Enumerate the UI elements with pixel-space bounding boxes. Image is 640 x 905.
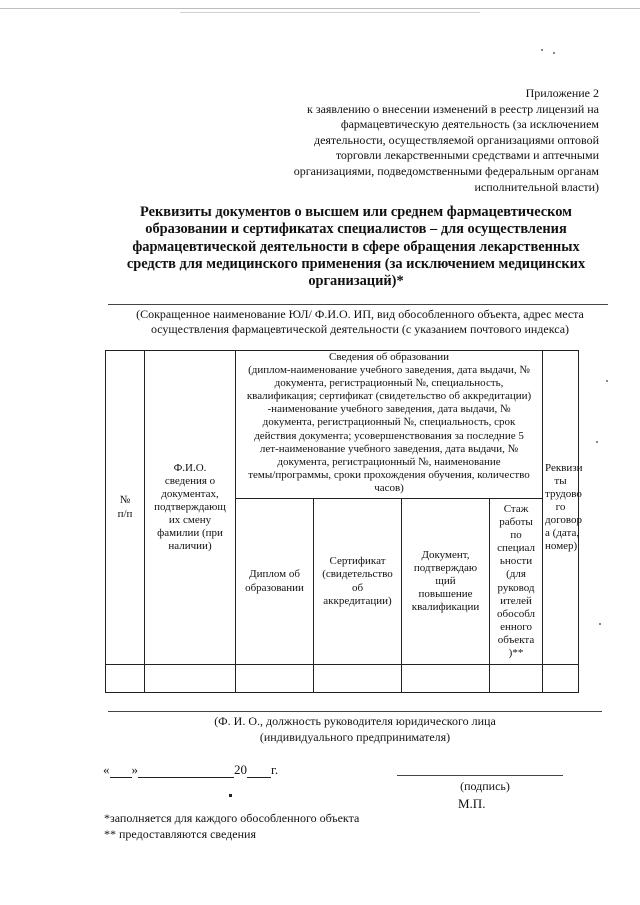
scan-dot	[229, 794, 232, 797]
header-diploma-line: образовании	[245, 581, 304, 594]
table-cell[interactable]	[490, 665, 543, 693]
scan-speck	[553, 52, 555, 54]
header-diploma	[236, 499, 314, 665]
date-quote-open: «	[103, 762, 110, 777]
title-line: организаций)*	[308, 273, 404, 290]
header-education-line: квалификация; сертификат (свидетельство об аккредитации)	[246, 390, 532, 403]
stamp-label: М.П.	[458, 796, 486, 811]
header-contract-line: а (дата,	[545, 527, 580, 540]
director-caption-line: (индивидуального предпринимателя)	[259, 730, 451, 744]
header-fio-line: сведения о	[164, 474, 216, 487]
header-training-line: щий	[435, 574, 456, 587]
header-certificate	[314, 499, 402, 665]
date-quote-close: »	[131, 762, 138, 777]
header-fio-line: фамилии (при	[157, 527, 223, 540]
header-number-line: №	[119, 494, 131, 507]
title-line: образовании и сертификатах специалистов – для осуществления	[145, 221, 567, 238]
header-fio-line: подтверждающ	[154, 500, 226, 513]
header-number-line: п/п	[117, 507, 133, 520]
title-line: фармацевтической деятельности в сфере обращения лекарственных	[132, 238, 580, 255]
header-contract-line: номер)	[545, 540, 578, 553]
header-education-line: -наименование учебного заведения, дата выдачи, №	[267, 403, 511, 416]
director-caption	[108, 713, 602, 745]
table-row	[106, 665, 579, 693]
header-fio-line: их смену	[168, 514, 212, 527]
header-training-line: подтверждаю	[413, 561, 478, 574]
scan-speck	[606, 380, 608, 382]
appendix-line: организациями, подведомственными федеральным органам	[293, 163, 599, 178]
header-education-line: действия документа; усовершенствования за последние 5	[254, 429, 524, 442]
header-education-line: лет-наименование учебного заведения, дата выдачи, №	[259, 442, 519, 455]
header-certificate-line: Сертификат	[329, 555, 386, 568]
day-blank[interactable]	[110, 763, 132, 778]
appendix-line: исполнительной власти)	[474, 179, 599, 194]
header-contract-line: Реквизи	[545, 461, 583, 474]
table-cell[interactable]	[402, 665, 490, 693]
header-education-line: Сведения об образовании	[329, 351, 449, 363]
header-fio	[145, 351, 236, 665]
header-education-line: документа, регистрационный №, специальность,	[274, 377, 504, 390]
header-experience-line: Стаж	[503, 502, 529, 515]
appendix-line: Приложение 2	[525, 86, 599, 100]
table-cell[interactable]	[314, 665, 402, 693]
appendix-line: деятельности, осуществляемой организациями оптовой	[313, 132, 599, 147]
header-experience-line: объекта	[497, 633, 535, 646]
director-caption-line: (Ф. И. О., должность руководителя юридического лица	[214, 714, 496, 728]
header-contract-line: трудово	[545, 487, 582, 500]
requisites-table	[105, 350, 583, 693]
scan-speck	[596, 441, 598, 443]
header-education-line: темы/программы, сроки прохождения обучения, количество	[248, 468, 530, 481]
month-blank[interactable]	[138, 763, 234, 778]
header-qualification-document	[402, 499, 490, 665]
scan-speck	[541, 49, 543, 51]
header-fio-line: наличии)	[168, 540, 212, 553]
header-experience-line: енного	[500, 620, 532, 633]
header-training-line: повышение	[418, 588, 473, 601]
year-blank[interactable]	[247, 763, 271, 778]
table-cell[interactable]	[145, 665, 236, 693]
table-cell[interactable]	[236, 665, 314, 693]
year-prefix: 20	[234, 762, 247, 777]
header-diploma-line: Диплом об	[249, 568, 300, 581]
header-experience-line: )**	[508, 646, 524, 659]
table-cell[interactable]	[106, 665, 145, 693]
footnote-1: *заполняется для каждого обособленного объекта	[104, 811, 360, 825]
org-caption-line: осуществления фармацевтической деятельности (с указанием почтового индекса)	[150, 322, 570, 337]
header-fio-line: Ф.И.О.	[173, 461, 207, 474]
title-line: средств для медицинского применения (за исключением медицинских	[126, 255, 586, 272]
header-experience-line: обособл	[496, 607, 536, 620]
header-number	[106, 351, 145, 665]
org-caption-line: (Сокращенное наименование ЮЛ/ Ф.И.О. ИП, вид обособленного объекта, адрес места	[136, 307, 584, 321]
header-education-line: документа, регистрационный №, наименование	[277, 455, 501, 468]
header-experience-line: (для	[506, 568, 526, 581]
appendix-line: к заявлению о внесении изменений в реестр лицензий на	[307, 101, 599, 116]
document-title	[100, 204, 612, 290]
header-experience-line: ьности	[499, 555, 533, 568]
appendix-line: торговли лекарственными средствами и аптечными	[335, 148, 599, 163]
year-suffix: г.	[271, 762, 279, 777]
signature-label: (подпись)	[460, 779, 510, 793]
header-certificate-line: об	[351, 581, 364, 594]
header-certificate-line: (свидетельство	[322, 568, 393, 581]
appendix-block	[269, 86, 599, 195]
header-employment-contract	[543, 351, 583, 665]
table-cell[interactable]	[543, 665, 579, 693]
footnote-2: ** предоставляются сведения	[104, 827, 256, 841]
header-work-experience	[490, 499, 543, 665]
header-certificate-line: аккредитации)	[323, 594, 392, 607]
top-rule	[0, 8, 640, 9]
organization-fill-line[interactable]	[108, 304, 608, 305]
header-experience-line: по	[510, 529, 522, 542]
organization-caption	[100, 307, 620, 338]
title-line: Реквизиты документов о высшем или среднем фармацевтическом	[140, 204, 572, 220]
header-fio-line: документах,	[161, 487, 219, 500]
header-training-line: Документ,	[421, 548, 470, 561]
header-education-line: (диплом-наименование учебного заведения, дата выдачи, №	[248, 364, 530, 377]
top-rule-secondary	[180, 12, 480, 13]
header-training-line: квалификации	[411, 601, 480, 614]
header-experience-line: ителей	[500, 594, 532, 607]
header-experience-line: специал	[497, 542, 535, 555]
header-contract-line: го	[555, 500, 566, 513]
header-education	[236, 351, 543, 499]
signature-fill-line[interactable]	[397, 775, 563, 776]
header-contract-line: ты	[554, 474, 567, 487]
appendix-line: фармацевтическую деятельность (за исключением	[340, 117, 599, 132]
header-experience-line: работы	[499, 516, 533, 529]
header-education-line: часов)	[374, 481, 404, 494]
header-contract-line: договор	[545, 514, 582, 527]
date-field	[103, 762, 278, 778]
director-name-fill-line[interactable]	[108, 711, 602, 712]
scan-speck	[599, 623, 601, 625]
header-experience-line: руковод	[497, 581, 535, 594]
header-education-line: документа, регистрационный №, специальность, срок	[262, 416, 516, 429]
